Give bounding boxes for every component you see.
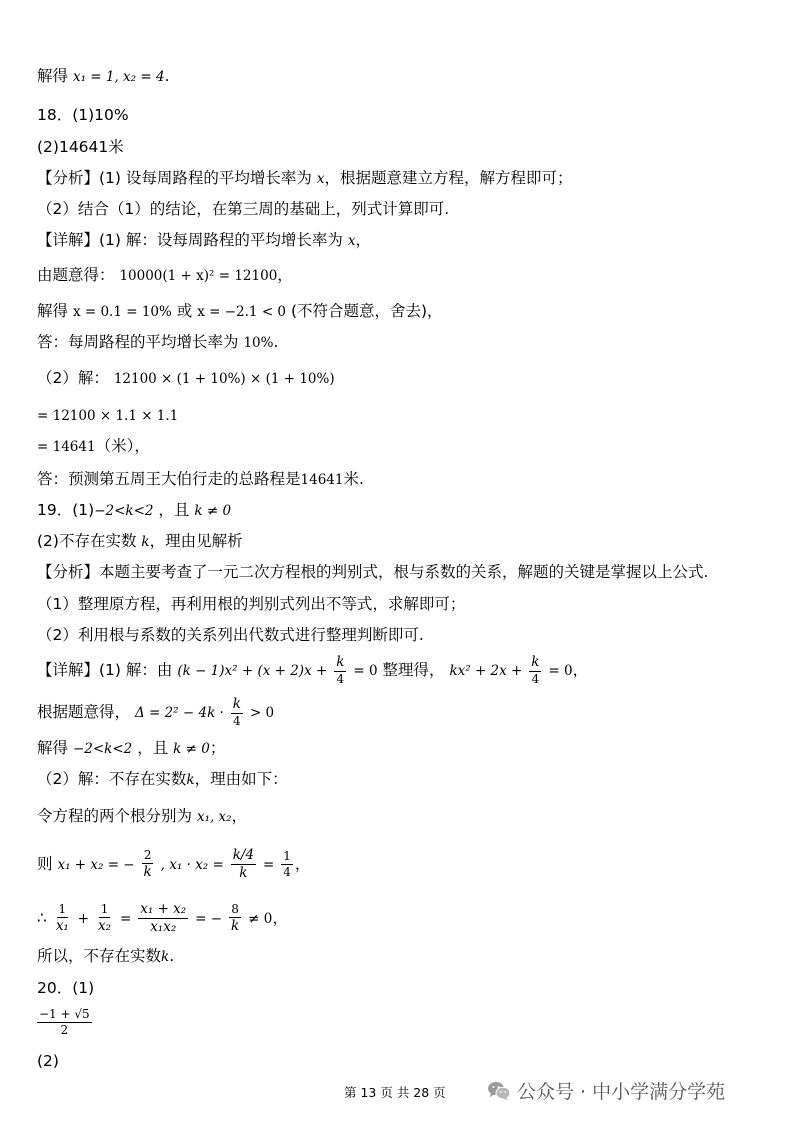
line-10: （2）解： 12100 × (1 + 10%) × (1 + 10%) xyxy=(37,369,335,387)
fraction: $\frac{1}{\text{x₁}}$ xyxy=(55,901,69,935)
line-28 xyxy=(37,1008,92,1037)
fraction: $\frac{1}{4}$ xyxy=(283,848,291,879)
wechat-icon xyxy=(487,1080,511,1102)
line-19: 【详解】(1) 解：由 (k − 1)x² + (x + 2)x + $\frac{k}{4}$ = 0 整理得， kx² + 2x + $\frac{k}{4}$ = 0， xyxy=(37,654,589,686)
line-17: （1）整理原方程，再利用根的判别式列出不等式，求解即可； xyxy=(37,595,466,613)
line-29: (2) xyxy=(37,1052,59,1070)
line-15: (2)不存在实数 k，理由见解析 xyxy=(37,532,243,550)
line-4: 【分析】(1) 设每周路程的平均增长率为 x，根据题意建立方程，解方程即可； xyxy=(37,169,573,187)
fraction: $\frac{8}{k}$ xyxy=(231,901,240,935)
line-13: 答：预测第五周王大伯行走的总路程是14641米. xyxy=(37,470,364,488)
line-21: 解得 −2<k<2 ，且 k ≠ 0； xyxy=(37,739,226,757)
fraction: $\frac{-1 + √5}{2}$ xyxy=(39,1007,90,1038)
line-3: (2)14641米 xyxy=(37,138,124,156)
line-25: ∴ $\frac{1}{\text{x₁}}$ + $\frac{1}{\text{x₂}}$ = $\frac{\text{x₁ + x₂}}{\text{x₁x₂}}$ = − $\frac{8}{k}$ ≠ 0， xyxy=(37,901,288,935)
line-16: 【分析】本题主要考查了一元二次方程根的判别式，根与系数的关系，解题的关键是掌握以上公式. xyxy=(37,563,709,581)
line-8: 解得 x = 0.1 = 10% 或 x = −2.1 < 0 (不符合题意，舍去)， xyxy=(37,302,443,320)
fraction: $\frac{1}{\text{x₂}}$ xyxy=(98,901,112,935)
fraction: $\frac{k}{4}$ xyxy=(336,654,345,686)
fraction: $\frac{k}{4}$ xyxy=(232,696,241,728)
fraction: $\frac{2}{k}$ xyxy=(143,847,152,881)
line-27: 20．(1) xyxy=(37,979,95,997)
line-23: 令方程的两个根分别为 x₁, x₂， xyxy=(37,807,248,825)
fraction: $\frac{k}{4}$ xyxy=(531,654,540,686)
watermark xyxy=(487,1077,725,1104)
line-20: 根据题意得， Δ = 2² − 4k · $\frac{k}{4}$ > 0 xyxy=(37,696,275,728)
line-26: 所以，不存在实数k. xyxy=(37,947,175,965)
line-11: = 12100 × 1.1 × 1.1 xyxy=(37,408,179,424)
math: x₁ = 1, x₂ = 4 xyxy=(72,69,165,85)
line-7: 由题意得： 10000(1 + x)² = 12100， xyxy=(37,266,293,284)
watermark-text: 公众号 · 中小学满分学苑 xyxy=(517,1081,726,1103)
line-18: （2）利用根与系数的关系列出代数式进行整理判断即可. xyxy=(37,626,424,644)
line-6: 【详解】(1) 解：设每周路程的平均增长率为 x， xyxy=(37,231,371,249)
line-9: 答：每周路程的平均增长率为 10%. xyxy=(37,333,279,351)
line-2: 18．(1)10% xyxy=(37,106,129,124)
line-12: = 14641（米）， xyxy=(37,437,150,455)
fraction: $\frac{\text{x₁ + x₂}}{\text{x₁x₂}}$ xyxy=(140,901,187,935)
line-24: 则 x₁ + x₂ = − $\frac{2}{k}$ , x₁ · x₂ = $\frac{k/4}{k}$ = $\frac{1}{4}$ ， xyxy=(37,847,311,881)
line-1: 解得 x₁ = 1, x₂ = 4. xyxy=(37,67,170,85)
line-14: 19．(1)−2<k<2 ，且 k ≠ 0 xyxy=(37,501,232,519)
line-22: （2）解：不存在实数k，理由如下： xyxy=(37,770,288,788)
page-footer: 第 13 页 共 28 页 xyxy=(344,1085,446,1100)
line-5: （2）结合（1）的结论，在第三周的基础上，列式计算即可. xyxy=(37,200,450,218)
fraction: $\frac{k/4}{k}$ xyxy=(232,847,255,881)
